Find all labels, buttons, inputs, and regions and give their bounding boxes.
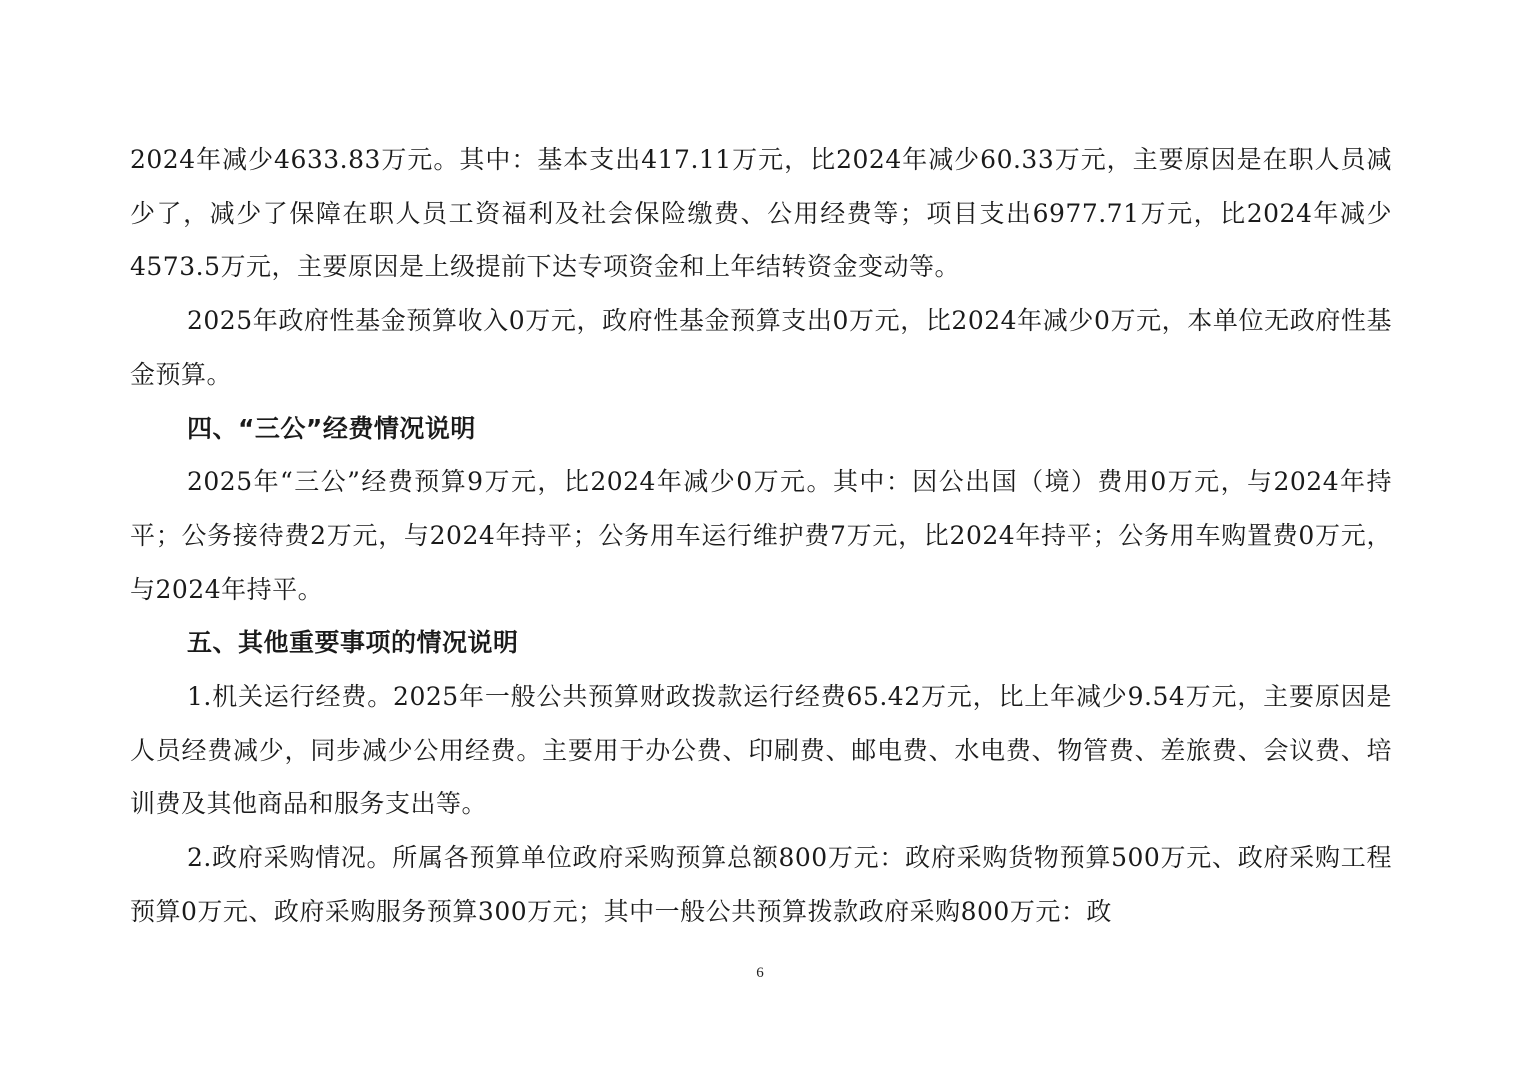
page-number: 6	[756, 965, 764, 981]
paragraph-agency-operating-expenses: 1.机关运行经费。2025年一般公共预算财政拨款运行经费65.42万元，比上年减少9.54万元，主要原因是人员经费减少，同步减少公用经费。主要用于办公费、印刷费、邮电费、水电费、物管费、差旅费、会议费、培训费及其他商品和服务支出等。	[130, 682, 1392, 819]
paragraph-three-public-expenses: 2025年“三公”经费预算9万元，比2024年减少0万元。其中：因公出国（境）费用0万元，与2024年持平；公务接待费2万元，与2024年持平；公务用车运行维护费7万元，比2024年持平；公务用车购置费0万元，与2024年持平。	[130, 467, 1392, 604]
document-page	[130, 133, 1392, 939]
paragraph-government-fund-budget: 2025年政府性基金预算收入0万元，政府性基金预算支出0万元，比2024年减少0万元，本单位无政府性基金预算。	[130, 306, 1392, 389]
paragraph-expenditure-summary: 2024年减少4633.83万元。其中：基本支出417.11万元，比2024年减少60.33万元，主要原因是在职人员减少了，减少了保障在职人员工资福利及社会保险缴费、公用经费等；项目支出6977.71万元，比2024年减少4573.5万元，主要原因是上级提前下达专项资金和上年结转资金变动等。	[130, 145, 1392, 282]
section-heading-three-public-expenses: 四、“三公”经费情况说明	[187, 413, 476, 443]
section-heading-other-matters: 五、其他重要事项的情况说明	[187, 628, 519, 658]
paragraph-government-procurement: 2.政府采购情况。所属各预算单位政府采购预算总额800万元：政府采购货物预算500万元、政府采购工程预算0万元、政府采购服务预算300万元；其中一般公共预算拨款政府采购800万元：政	[130, 843, 1392, 926]
